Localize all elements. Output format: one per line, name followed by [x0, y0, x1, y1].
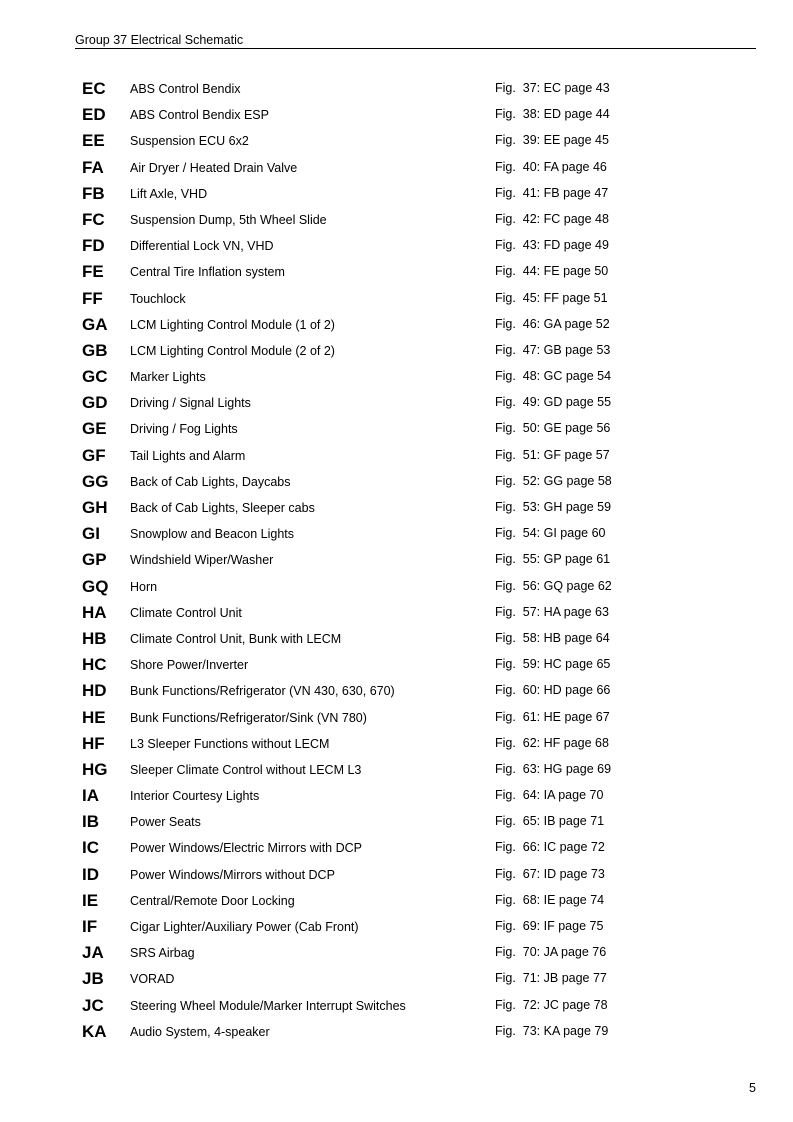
list-item — [0, 130, 793, 156]
entry-description: Marker Lights — [130, 370, 206, 385]
list-item — [0, 235, 793, 261]
entry-figure-reference[interactable]: Fig. 50: GE page 56 — [495, 421, 611, 436]
entry-description: SRS Airbag — [130, 946, 195, 961]
entry-description: Driving / Signal Lights — [130, 396, 251, 411]
entry-figure-reference[interactable]: Fig. 39: EE page 45 — [495, 133, 609, 148]
list-item — [0, 1021, 793, 1047]
list-item — [0, 602, 793, 628]
entry-figure-reference[interactable]: Fig. 70: JA page 76 — [495, 945, 607, 960]
list-item — [0, 288, 793, 314]
entry-description: Touchlock — [130, 291, 186, 306]
entry-code: GD — [82, 393, 108, 413]
list-item — [0, 523, 793, 549]
entry-figure-reference[interactable]: Fig. 44: FE page 50 — [495, 264, 609, 279]
entry-description: LCM Lighting Control Module (2 of 2) — [130, 343, 335, 358]
entry-description: Tail Lights and Alarm — [130, 448, 246, 463]
entry-description: Back of Cab Lights, Daycabs — [130, 474, 291, 489]
entry-description: Differential Lock VN, VHD — [130, 239, 274, 254]
entry-code: FB — [82, 183, 105, 203]
entry-figure-reference[interactable]: Fig. 49: GD page 55 — [495, 395, 612, 410]
entry-description: Power Windows/Electric Mirrors with DCP — [130, 841, 362, 856]
list-item — [0, 942, 793, 968]
list-item — [0, 366, 793, 392]
entry-figure-reference[interactable]: Fig. 46: GA page 52 — [495, 316, 610, 331]
entry-description: Sleeper Climate Control without LECM L3 — [130, 762, 362, 777]
entry-description: LCM Lighting Control Module (1 of 2) — [130, 317, 335, 332]
entry-figure-reference[interactable]: Fig. 66: IC page 72 — [495, 840, 605, 855]
entry-code: JB — [82, 969, 104, 989]
list-item — [0, 837, 793, 863]
entry-figure-reference[interactable]: Fig. 53: GH page 59 — [495, 500, 612, 514]
list-item — [0, 890, 793, 916]
entry-figure-reference[interactable]: Fig. 47: GB page 53 — [495, 342, 611, 357]
entry-figure-reference[interactable]: Fig. 63: HG page 69 — [495, 761, 612, 776]
entry-figure-reference[interactable]: Fig. 58: HB page 64 — [495, 630, 610, 645]
list-item — [0, 968, 793, 994]
entry-code: GI — [82, 524, 100, 544]
entry-code: GA — [82, 314, 108, 334]
entry-code: HE — [82, 707, 106, 727]
entry-description: Suspension ECU 6x2 — [130, 134, 249, 149]
entry-description: L3 Sleeper Functions without LECM — [130, 736, 330, 751]
entry-figure-reference[interactable]: Fig. 59: HC page 65 — [495, 657, 611, 672]
entry-code: GF — [82, 445, 106, 465]
entry-figure-reference[interactable]: Fig. 69: IF page 75 — [495, 919, 604, 933]
list-item — [0, 471, 793, 497]
list-item — [0, 314, 793, 340]
entry-description: Audio System, 4-speaker — [130, 1024, 270, 1039]
entry-code: FF — [82, 288, 103, 308]
entry-code: IA — [82, 786, 99, 806]
entry-code: JC — [82, 995, 104, 1015]
entry-description: Suspension Dump, 5th Wheel Slide — [130, 212, 327, 227]
list-item — [0, 654, 793, 680]
list-item — [0, 707, 793, 733]
entry-figure-reference[interactable]: Fig. 60: HD page 66 — [495, 683, 611, 698]
list-item — [0, 680, 793, 706]
entry-code: HG — [82, 759, 108, 779]
entry-code: HA — [82, 602, 107, 622]
entry-code: HF — [82, 733, 105, 753]
entry-description: Power Windows/Mirrors without DCP — [130, 867, 335, 882]
entry-description: Central Tire Inflation system — [130, 265, 285, 280]
list-item — [0, 811, 793, 837]
list-item — [0, 392, 793, 418]
entry-figure-reference[interactable]: Fig. 61: HE page 67 — [495, 709, 610, 724]
entry-description: Bunk Functions/Refrigerator/Sink (VN 780) — [130, 710, 367, 725]
entry-code: HD — [82, 681, 107, 701]
entry-figure-reference[interactable]: Fig. 62: HF page 68 — [495, 735, 609, 750]
entry-figure-reference[interactable]: Fig. 38: ED page 44 — [495, 107, 610, 122]
entry-code: HC — [82, 655, 107, 675]
entry-description: Snowplow and Beacon Lights — [130, 527, 295, 542]
entry-code: GG — [82, 471, 109, 491]
entry-description: VORAD — [130, 972, 175, 987]
entry-figure-reference[interactable]: Fig. 72: JC page 78 — [495, 997, 608, 1012]
entry-code: GB — [82, 340, 108, 360]
entry-code: ID — [82, 864, 99, 884]
list-item — [0, 576, 793, 602]
entry-description: ABS Control Bendix ESP — [130, 108, 269, 123]
list-item — [0, 864, 793, 890]
entry-figure-reference[interactable]: Fig. 65: IB page 71 — [495, 814, 605, 829]
entry-code: IC — [82, 838, 99, 858]
list-item — [0, 916, 793, 942]
list-item — [0, 497, 793, 523]
entry-figure-reference[interactable]: Fig. 51: GF page 57 — [495, 447, 610, 462]
entry-figure-reference[interactable]: Fig. 68: IE page 74 — [495, 892, 605, 907]
entry-code: IF — [82, 917, 98, 936]
entry-code: FD — [82, 236, 105, 256]
entry-figure-reference[interactable]: Fig. 57: HA page 63 — [495, 604, 609, 619]
list-item — [0, 157, 793, 183]
entry-description: Driving / Fog Lights — [130, 422, 238, 437]
list-item — [0, 785, 793, 811]
entry-figure-reference[interactable]: Fig. 73: KA page 79 — [495, 1023, 609, 1038]
entry-figure-reference[interactable]: Fig. 55: GP page 61 — [495, 552, 611, 567]
schematic-index-list — [0, 78, 793, 1047]
entry-code: GP — [82, 550, 107, 570]
entry-figure-reference[interactable]: Fig. 40: FA page 46 — [495, 159, 607, 174]
entry-code: IE — [82, 890, 99, 910]
entry-code: GE — [82, 419, 107, 439]
entry-description: Climate Control Unit — [130, 605, 242, 620]
entry-description: Interior Courtesy Lights — [130, 789, 260, 804]
entry-description: Cigar Lighter/Auxiliary Power (Cab Front) — [130, 920, 359, 934]
entry-description: Lift Axle, VHD — [130, 186, 208, 201]
entry-description: Air Dryer / Heated Drain Valve — [130, 160, 298, 175]
list-item — [0, 759, 793, 785]
entry-figure-reference[interactable]: Fig. 43: FD page 49 — [495, 238, 609, 253]
entry-code: ED — [82, 105, 106, 125]
entry-figure-reference[interactable]: Fig. 42: FC page 48 — [495, 211, 609, 226]
entry-description: Windshield Wiper/Washer — [130, 553, 274, 568]
entry-code: HB — [82, 628, 107, 648]
list-item — [0, 340, 793, 366]
entry-figure-reference[interactable]: Fig. 56: GQ page 62 — [495, 578, 612, 593]
entry-figure-reference[interactable]: Fig. 54: GI page 60 — [495, 526, 606, 541]
list-item — [0, 418, 793, 444]
list-item — [0, 78, 793, 104]
entry-description: Central/Remote Door Locking — [130, 893, 295, 908]
entry-description: Power Seats — [130, 815, 201, 830]
entry-figure-reference[interactable]: Fig. 45: FF page 51 — [495, 290, 608, 305]
list-item — [0, 445, 793, 471]
entry-code: FC — [82, 209, 105, 229]
entry-code: EC — [82, 79, 106, 98]
list-item — [0, 733, 793, 759]
entry-description: ABS Control Bendix — [130, 82, 241, 96]
entry-description: Steering Wheel Module/Marker Interrupt Switches — [130, 998, 406, 1013]
entry-figure-reference[interactable]: Fig. 64: IA page 70 — [495, 788, 604, 803]
entry-code: JA — [82, 943, 104, 963]
list-item — [0, 549, 793, 575]
entry-figure-reference[interactable]: Fig. 71: JB page 77 — [495, 971, 607, 986]
entry-code: FE — [82, 262, 104, 282]
entry-code: EE — [82, 131, 105, 151]
entry-figure-reference[interactable]: Fig. 52: GG page 58 — [495, 473, 612, 488]
entry-description: Horn — [130, 579, 158, 594]
entry-code: GC — [82, 367, 108, 387]
header-title: Group 37 Electrical Schematic — [75, 33, 244, 47]
entry-figure-reference[interactable]: Fig. 37: EC page 43 — [495, 81, 610, 95]
entry-figure-reference[interactable]: Fig. 41: FB page 47 — [495, 185, 609, 200]
list-item — [0, 261, 793, 287]
entry-code: GQ — [82, 576, 109, 596]
list-item — [0, 183, 793, 209]
entry-description: Bunk Functions/Refrigerator (VN 430, 630, 670) — [130, 684, 395, 699]
entry-code: FA — [82, 157, 104, 177]
entry-description: Shore Power/Inverter — [130, 658, 249, 673]
page-number: 5 — [749, 1081, 756, 1095]
list-item — [0, 104, 793, 130]
page-header — [75, 33, 756, 49]
entry-description: Climate Control Unit, Bunk with LECM — [130, 631, 342, 646]
entry-figure-reference[interactable]: Fig. 67: ID page 73 — [495, 866, 605, 881]
list-item — [0, 995, 793, 1021]
entry-description: Back of Cab Lights, Sleeper cabs — [130, 501, 315, 515]
entry-figure-reference[interactable]: Fig. 48: GC page 54 — [495, 369, 612, 384]
entry-code: GH — [82, 498, 108, 517]
list-item — [0, 209, 793, 235]
entry-code: IB — [82, 812, 99, 832]
list-item — [0, 628, 793, 654]
entry-code: KA — [82, 1021, 107, 1041]
